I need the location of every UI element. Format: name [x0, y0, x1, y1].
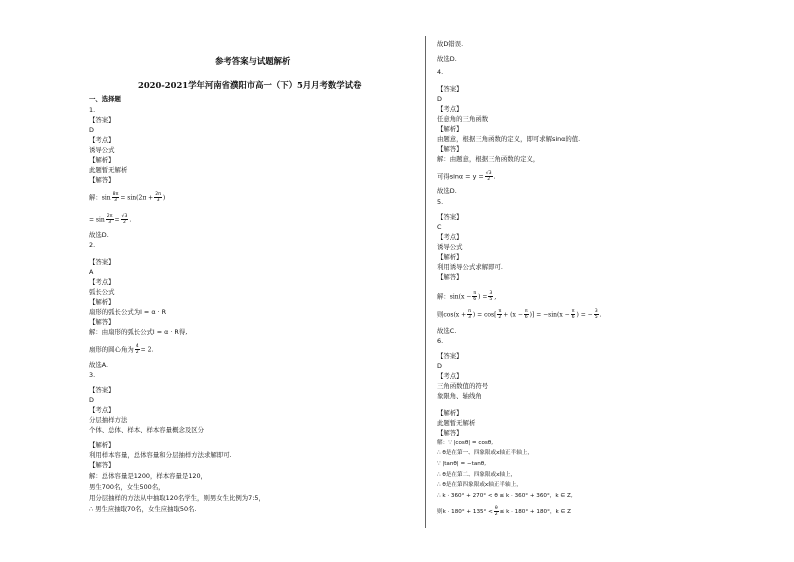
q1-analysis-tag: 【解析】 [89, 156, 115, 164]
q5-number: 5. [437, 198, 444, 206]
q6-kp1: 三角函数值的符号 [437, 382, 489, 390]
q5-solution-tag: 【解答】 [437, 273, 463, 281]
q2-choose: 故选A. [89, 361, 109, 369]
q2-number: 2. [89, 241, 96, 249]
q1-kp: 诱导公式 [89, 146, 115, 154]
q1-solution-line2: = sin $\frac{2\pi}{3}$ = $\frac{√3}{2}$ . [89, 214, 132, 225]
q4-answer: D [437, 95, 442, 103]
q5-analysis-tag: 【解析】 [437, 253, 463, 261]
q1-choose: 故选D. [89, 231, 109, 239]
q3-kp1: 分层抽样方法 [89, 416, 128, 424]
q6-solution-line7: 则k · 180° + 135° < $\frac{\theta}{2}$ ≤ k · 180° + 180°，k ∈ Z [437, 506, 571, 517]
q3-number: 3. [89, 371, 96, 379]
q6-kp-tag: 【考点】 [437, 372, 463, 380]
q3-solution-line4: ∴ 男生应抽取70名，女生应抽取50名. [89, 505, 197, 513]
q1-answer: D [89, 126, 94, 134]
q4-analysis-tag: 【解析】 [437, 125, 463, 133]
q1-kp-tag: 【考点】 [89, 136, 115, 144]
q6-analysis: 此题暂无解析 [437, 419, 476, 427]
q2-solution-tag: 【解答】 [89, 318, 115, 326]
answer-title: 参考答案与试题解析 [215, 56, 291, 66]
q1-answer-tag: 【答案】 [89, 116, 115, 124]
right-line-1: 故D错误. [437, 40, 464, 48]
q6-solution-tag: 【解答】 [437, 429, 463, 437]
q2-solution-line1: 解：由扇形的弧长公式l = α · R得, [89, 328, 188, 336]
q4-answer-tag: 【答案】 [437, 85, 463, 93]
q5-answer: C [437, 223, 442, 231]
q3-answer: D [89, 396, 94, 404]
q3-solution-line3: 用分层抽样的方法从中抽取120名学生，则男女生比例为7:5， [89, 494, 265, 502]
right-line-2: 故选D. [437, 55, 457, 63]
q3-kp-tag: 【考点】 [89, 406, 115, 414]
q1-number: 1. [89, 106, 96, 114]
q5-kp: 诱导公式 [437, 243, 463, 251]
q6-solution-line1: 解：∵ |cosθ| = cosθ, [437, 440, 493, 446]
q3-solution-line1: 解：总体容量是1200，样本容量是120， [89, 472, 207, 480]
q6-analysis-tag: 【解析】 [437, 409, 463, 417]
q6-answer: D [437, 362, 442, 370]
q2-solution-line2: 扇形的圆心角为 $\frac{4}{2}$ = 2. [89, 344, 154, 355]
q3-analysis-tag: 【解析】 [89, 441, 115, 449]
q1-solution-line1: 解：sin $\frac{8\pi}{3}$ = sin(2π + $\frac{2\pi}{3}$ ) [89, 192, 166, 203]
q6-solution-line3: ∵ |tanθ| = −tanθ, [437, 461, 486, 467]
q3-analysis: 利用样本容量，总体容量和分层抽样方法求解即可. [89, 451, 232, 459]
q5-choose: 故选C. [437, 327, 457, 335]
q5-solution-line1: 解：sin(x − $\frac{\pi}{6}$ ) = $\frac{3}{5}$ , [437, 291, 497, 302]
q6-solution-line5: ∴ θ是在第四象限或x轴正半轴上， [437, 482, 522, 488]
q6-answer-tag: 【答案】 [437, 352, 463, 360]
exam-title: 2020-2021学年河南省濮阳市高一（下）5月月考数学试卷 [138, 80, 362, 90]
q6-kp2: 象限角、轴线角 [437, 392, 482, 400]
q4-kp: 任意角的三角函数 [437, 115, 489, 123]
q4-choose: 故选D. [437, 187, 457, 195]
q2-kp-tag: 【考点】 [89, 278, 115, 286]
q2-answer: A [89, 268, 94, 276]
column-divider [425, 36, 426, 528]
q5-answer-tag: 【答案】 [437, 213, 463, 221]
q6-solution-line6: ∴ k · 360° + 270° < θ ≤ k · 360° + 360°，k ∈ Z, [437, 493, 573, 499]
q2-analysis-tag: 【解析】 [89, 298, 115, 306]
q4-analysis: 由题意，根据三角函数的定义，即可求解sinα的值. [437, 135, 581, 143]
q6-number: 6. [437, 337, 444, 345]
q2-analysis: 扇形的弧长公式为l = α · R [89, 308, 167, 316]
q6-solution-line4: ∴ θ是在第二、四象限或x轴上， [437, 472, 517, 478]
q4-solution-line2: 可得sinα = y = $\frac{√3}{2}$ . [437, 171, 496, 182]
q5-solution-line2: 则cos(x + $\frac{\pi}{3}$ ) = cos[ $\frac{\pi}{2}$ + (x − $\frac{\pi}{6}$ )] = −sin(x − $\frac{\pi}{6}$ ) = − $\frac{3}{5}$ . [437, 309, 602, 320]
q3-answer-tag: 【答案】 [89, 386, 115, 394]
q2-kp: 弧长公式 [89, 288, 115, 296]
q1-analysis: 此题暂无解析 [89, 166, 128, 174]
q3-solution-tag: 【解答】 [89, 461, 115, 469]
q4-solution-line1: 解：由题意，根据三角函数的定义， [437, 155, 540, 163]
q5-analysis: 利用诱导公式求解即可. [437, 263, 503, 271]
q1-solution-tag: 【解答】 [89, 176, 115, 184]
q4-solution-tag: 【解答】 [437, 145, 463, 153]
q2-answer-tag: 【答案】 [89, 258, 115, 266]
section-heading: 一、选择题 [89, 95, 121, 103]
q6-solution-line2: ∴ θ是在第一、四象限或x轴正半轴上， [437, 450, 533, 456]
q3-kp2: 个体、总体、样本、样本容量概念及区分 [89, 426, 205, 434]
q4-number: 4. [437, 68, 444, 76]
q3-solution-line2: 男生700名，女生500名， [89, 483, 165, 491]
q4-kp-tag: 【考点】 [437, 105, 463, 113]
q5-kp-tag: 【考点】 [437, 233, 463, 241]
